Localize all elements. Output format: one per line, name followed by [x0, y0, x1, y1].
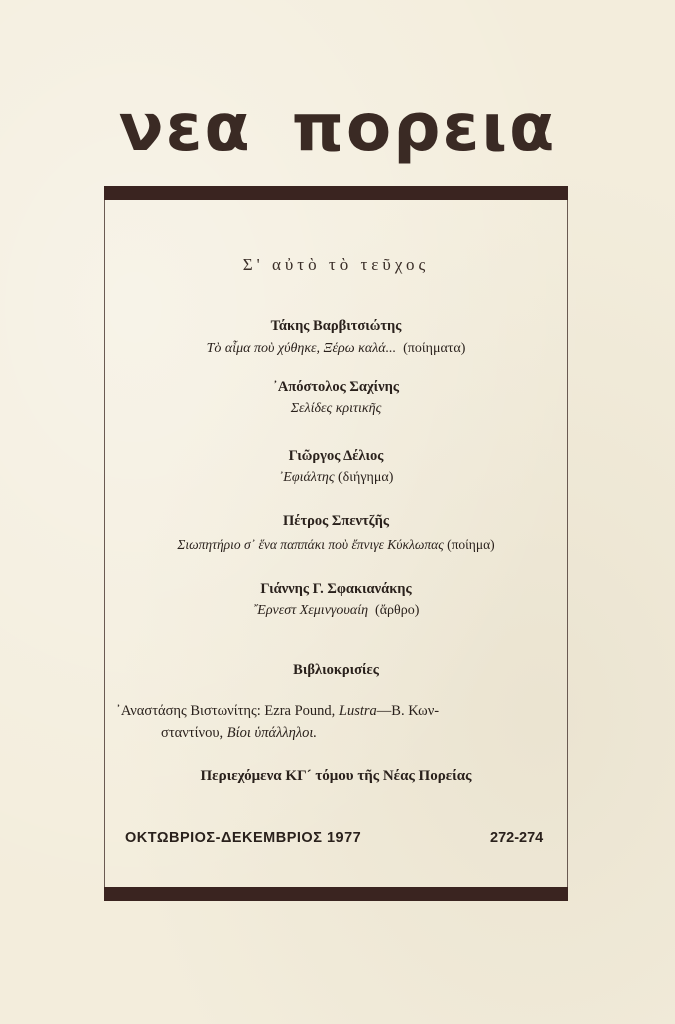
toc-work-2: Σελίδες κριτικῆς — [290, 401, 382, 416]
reviews-heading: Βιβλιοκρισίες — [293, 662, 379, 678]
review-title-2: Βίοι ὑπάλληλοι. — [226, 725, 318, 741]
toc-author-4: Πέτρος Σπεντζῆς — [282, 513, 390, 529]
bottom-divider-bar — [104, 887, 568, 901]
review-text-3: σταντίνου, — [161, 725, 224, 741]
review-author: ᾿Αναστάσης Βιστωνίτης: — [116, 703, 261, 719]
volume-contents-line: Περιεχόμενα ΚΓ´ τόμου τῆς Νέας Πορείας — [200, 768, 472, 784]
toc-work-3 — [104, 470, 568, 486]
toc-work-3-note: (διήγημα) — [338, 470, 394, 485]
toc-work-5-note: (ἄρθρο) — [375, 603, 420, 618]
toc-work-1 — [104, 341, 568, 357]
review-entry — [116, 700, 566, 744]
issue-number: 272-274 — [490, 830, 544, 846]
toc-work-4-title: Σιωπητήριο σ᾿ ἕνα παππάκι ποὺ ἔπνιγε Κύκλωπας — [177, 537, 444, 552]
magazine-title — [0, 89, 675, 166]
review-text-2: —Β. Κων- — [376, 703, 440, 719]
toc-heading: Σ' αὐτὸ τὸ τεῦχος — [242, 255, 430, 274]
toc-work-4-note: (ποίημα) — [447, 537, 495, 552]
issue-date: ΟΚΤΩΒΡΙΟΣ-ΔΕΚΕΜΒΡΙΟΣ 1977 — [125, 830, 362, 846]
toc-work-3-title: ᾿Εφιάλτης — [278, 470, 335, 485]
review-second-line — [116, 722, 566, 744]
toc-work-4 — [104, 537, 568, 553]
toc-author-2: ᾿Απόστολος Σαχίνης — [272, 379, 400, 395]
toc-work-5-title: ῎Ερνεστ Χεμινγουαίη — [252, 603, 369, 618]
toc-work-1-note: (ποίηματα) — [403, 341, 466, 356]
review-title-1: Lustra — [338, 703, 377, 719]
top-divider-bar — [104, 186, 568, 200]
toc-author-1: Τάκης Βαρβιτσιώτης — [270, 318, 402, 334]
review-text-1: Ezra Pound, — [264, 703, 336, 719]
title-word-2: πορεια — [291, 89, 557, 166]
title-word-1: νεα — [118, 89, 252, 166]
toc-author-5: Γιάννης Γ. Σφακιανάκης — [260, 581, 412, 597]
toc-author-3: Γιῶργος Δέλιος — [288, 448, 384, 464]
toc-work-1-title: Τὸ αἷμα ποὺ χύθηκε, Ξέρω καλά... — [206, 341, 397, 356]
toc-work-5 — [104, 603, 568, 619]
